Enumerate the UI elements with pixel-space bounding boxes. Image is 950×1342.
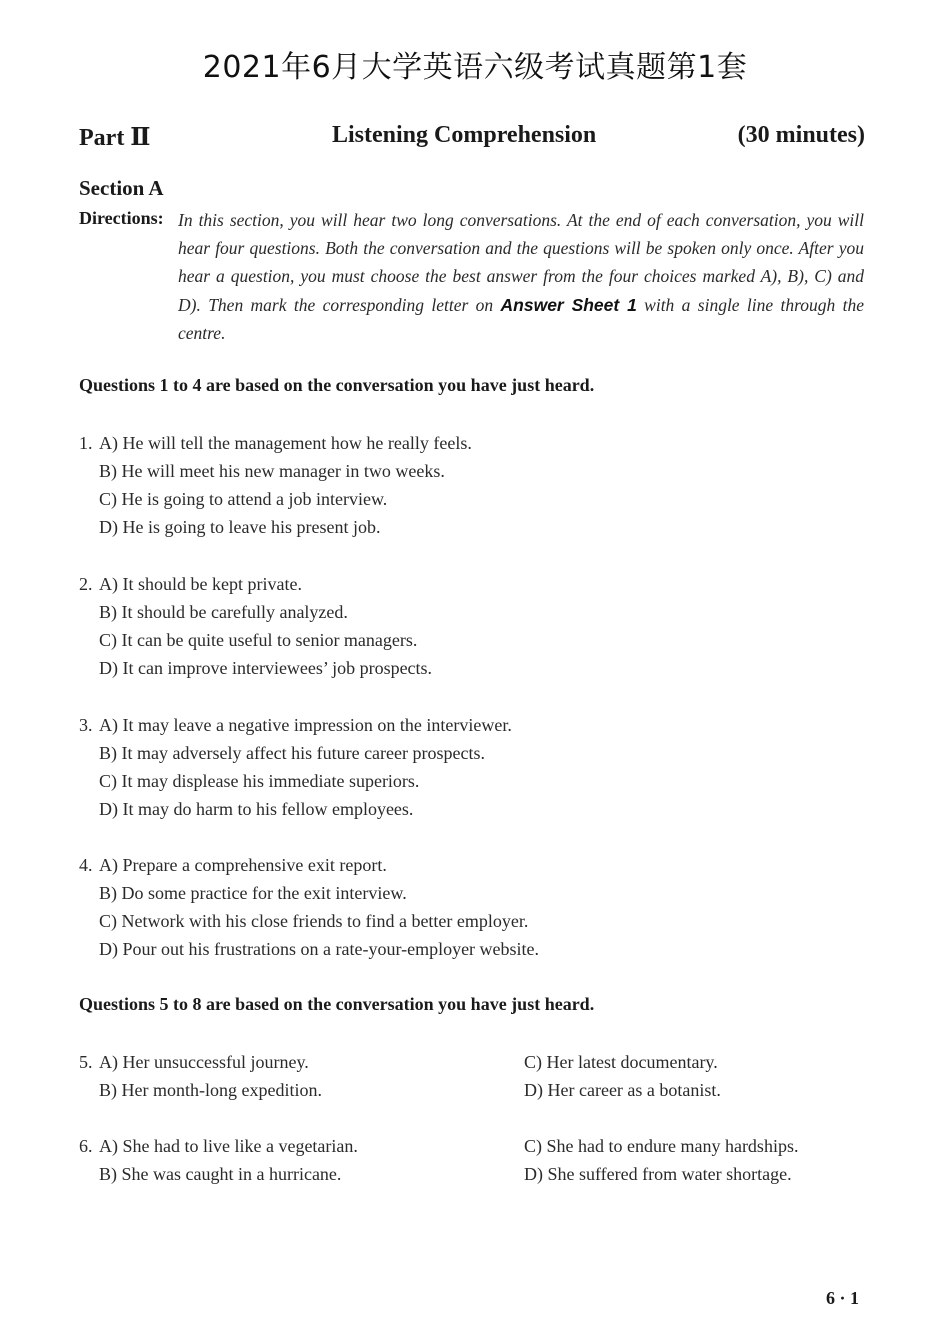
directions-label: Directions: <box>79 208 164 228</box>
directions-text-part2: with a single line through the centre. <box>178 294 865 343</box>
section-title: Section A <box>79 176 164 200</box>
answer-sheet-emphasis: Answer Sheet 1 <box>500 294 637 315</box>
option-a: A) She had to live like a vegetarian. <box>99 1136 358 1156</box>
option-a: A) He will tell the management how he really feels. <box>99 433 472 453</box>
part-label: Part Ⅱ <box>79 125 151 151</box>
option-d: D) Pour out his frustrations on a rate-your-employer website. <box>99 939 540 959</box>
page-title: 2021年6月大学英语六级考试真题第1套 <box>202 50 748 85</box>
question-number: 5. <box>79 1052 93 1072</box>
option-a: A) Her unsuccessful journey. <box>99 1052 309 1072</box>
option-c: C) It can be quite useful to senior managers. <box>99 630 418 650</box>
page-number: 6 · 1 <box>825 1288 859 1308</box>
question-group-heading-1: Questions 1 to 4 are based on the conversation you have just heard. <box>79 375 595 395</box>
option-c: C) She had to endure many hardships. <box>524 1136 799 1156</box>
option-c: C) Her latest documentary. <box>524 1052 718 1072</box>
part-header <box>79 122 865 154</box>
option-a: A) It should be kept private. <box>99 574 302 594</box>
option-d: D) It can improve interviewees’ job prospects. <box>99 658 433 678</box>
question-number: 1. <box>79 433 93 453</box>
directions-text <box>178 206 864 347</box>
option-b: B) It should be carefully analyzed. <box>99 602 348 622</box>
question-number: 6. <box>79 1136 93 1156</box>
option-c: C) It may displease his immediate superiors. <box>99 771 420 791</box>
part-title: Listening Comprehension <box>332 122 597 148</box>
option-c: C) Network with his close friends to find a better employer. <box>99 911 529 931</box>
option-d: D) It may do harm to his fellow employees. <box>99 799 414 819</box>
option-a: A) Prepare a comprehensive exit report. <box>99 855 387 875</box>
option-b: B) It may adversely affect his future career prospects. <box>99 743 485 763</box>
question-number: 2. <box>79 574 93 594</box>
directions-text-part1: In this section, you will hear two long conversations. At the end of each conversation, you will hear four questions. Both the conversation and the questions will be spoken only once. After you hear a question, you must choose the best answer from the four choices marked A), B), C) and D). Then mark the corresponding letter on <box>178 210 864 315</box>
option-b: B) Her month-long expedition. <box>99 1080 322 1100</box>
option-c: C) He is going to attend a job interview. <box>99 489 388 509</box>
option-b: B) She was caught in a hurricane. <box>99 1164 342 1184</box>
option-d: D) She suffered from water shortage. <box>524 1164 792 1184</box>
question-number: 4. <box>79 855 93 875</box>
option-b: B) Do some practice for the exit interview. <box>99 883 407 903</box>
option-a: A) It may leave a negative impression on the interviewer. <box>99 715 512 735</box>
option-d: D) He is going to leave his present job. <box>99 517 381 537</box>
part-time: (30 minutes) <box>737 122 865 148</box>
question-group-heading-2: Questions 5 to 8 are based on the conversation you have just heard. <box>79 994 595 1014</box>
option-b: B) He will meet his new manager in two weeks. <box>99 461 445 481</box>
question-number: 3. <box>79 715 93 735</box>
option-d: D) Her career as a botanist. <box>524 1080 721 1100</box>
